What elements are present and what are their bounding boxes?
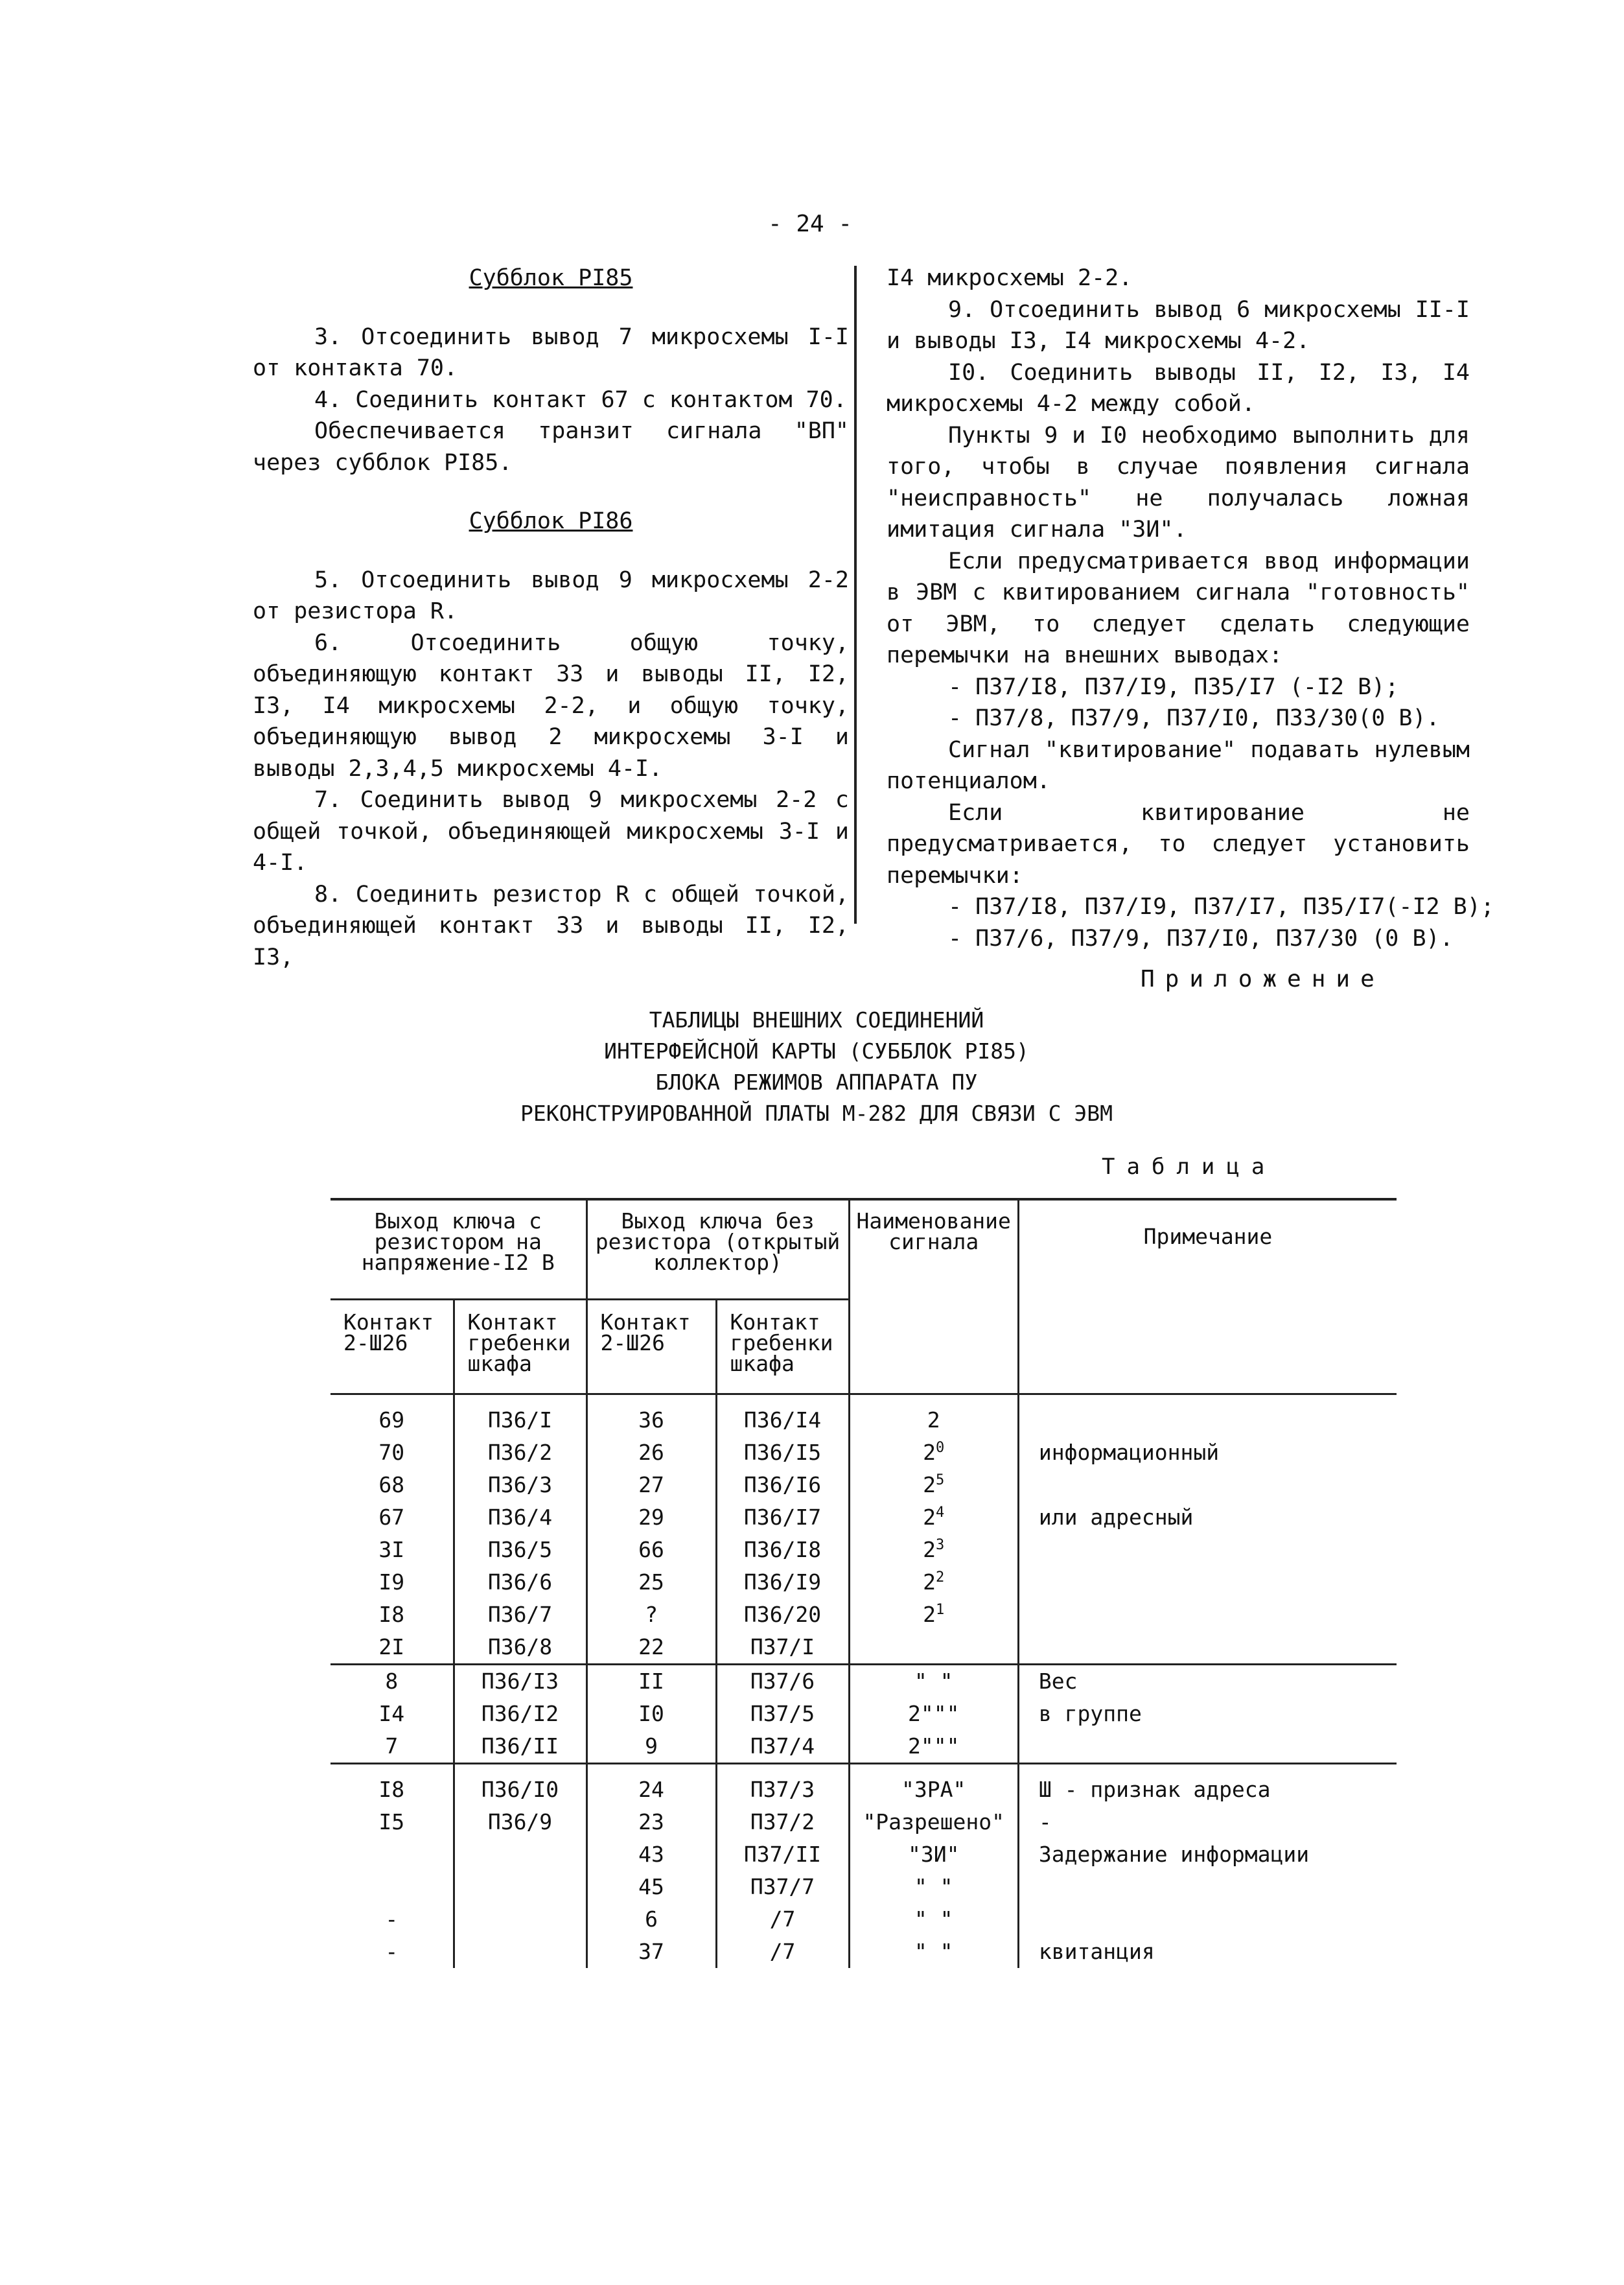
transit-note: Обеспечивается транзит сигнала "ВП" через субблок РI85. xyxy=(253,418,849,476)
item-3: 3. Отсоединить вывод 7 микросхемы I-I от контакта 70. xyxy=(253,323,849,381)
cell-signal-name xyxy=(849,1469,1018,1501)
signal-exponent: 5 xyxy=(936,1472,945,1488)
cell-contact-2sh26: I8 xyxy=(331,1764,454,1807)
cell-cabinet-contact: П37/6 xyxy=(716,1665,849,1698)
table-group-info-bits xyxy=(331,1394,1397,1665)
cell-note xyxy=(1018,1871,1397,1903)
cell-contact-2sh26: I5 xyxy=(378,1809,405,1834)
page-number: - 24 - xyxy=(767,211,853,237)
appendix-heading xyxy=(454,1005,1179,1129)
item-10: I0. Соединить выводы II, I2, I3, I4 микросхемы 4-2 между собой. xyxy=(887,359,1470,417)
cell-contact-2sh26: 25 xyxy=(586,1566,716,1599)
cell-contact-2sh26: 67 xyxy=(378,1505,405,1530)
cell-cabinet-contact: П37/5 xyxy=(716,1698,849,1730)
table-row xyxy=(331,1534,1397,1566)
cell-cabinet-contact: П36/I9 xyxy=(716,1566,849,1599)
cell-note: Вес xyxy=(1018,1665,1397,1698)
cell-contact-2sh26: 66 xyxy=(586,1534,716,1566)
cell-note: Задержание информации xyxy=(1018,1838,1397,1871)
signal-base: 2 xyxy=(923,1537,936,1562)
signal-base: "ЗРА" xyxy=(901,1777,966,1802)
cell-signal-name xyxy=(849,1698,1018,1730)
table-row xyxy=(331,1730,1397,1764)
cell-note: Ш - признак адреса xyxy=(1018,1764,1397,1807)
cell-cabinet-contact: П36/2 xyxy=(454,1436,586,1469)
signal-base: 2""" xyxy=(907,1701,960,1726)
cell-note xyxy=(1018,1566,1397,1599)
cell-contact-2sh26: 70 xyxy=(378,1440,405,1465)
table-row xyxy=(331,1501,1397,1534)
signal-exponent: 1 xyxy=(936,1602,945,1618)
signal-base: "Разрешено" xyxy=(863,1809,1004,1834)
table-row xyxy=(331,1936,1397,1968)
cell-contact-2sh26: 7 xyxy=(385,1733,399,1759)
cell-contact-2sh26: ? xyxy=(586,1599,716,1631)
cell-contact-2sh26: 37 xyxy=(586,1936,716,1968)
section-title-pi86: Субблок РI86 xyxy=(469,508,633,534)
cell-signal-name xyxy=(849,1599,1018,1631)
item-5: 5. Отсоединить вывод 9 микросхемы 2-2 от резистора R. xyxy=(253,567,849,624)
signal-base: 2 xyxy=(923,1472,936,1497)
table-row xyxy=(331,1436,1397,1469)
cell-cabinet-contact: /7 xyxy=(716,1936,849,1968)
cell-cabinet-contact xyxy=(454,1838,586,1871)
cell-contact-2sh26: 6 xyxy=(586,1903,716,1936)
cell-note xyxy=(1018,1469,1397,1501)
table-row xyxy=(331,1698,1397,1730)
cell-note: - xyxy=(1018,1806,1397,1838)
jumper-line-4: - П37/6, П37/9, П37/I0, П37/30 (0 В). xyxy=(948,925,1454,952)
cell-signal-name xyxy=(849,1903,1018,1936)
table-row xyxy=(331,1566,1397,1599)
cell-signal-name xyxy=(849,1871,1018,1903)
cell-cabinet-contact: П36/II xyxy=(454,1730,586,1764)
cell-contact-2sh26: 23 xyxy=(586,1806,716,1838)
item-8-continued: I4 микросхемы 2-2. xyxy=(887,265,1133,291)
cell-contact-2sh26: I8 xyxy=(378,1602,405,1627)
subheader-contact: Контакт 2-Ш26 xyxy=(586,1300,716,1394)
paragraph-items-9-10: Пункты 9 и I0 необходимо выполнить для того, чтобы в случае появления сигнала "неисправность" не получалась ложная имитация сигнала "ЗИ". xyxy=(887,422,1470,543)
item-8: 8. Соединить резистор R с общей точкой, объединяющей контакт 33 и выводы II, I2, I3, xyxy=(253,881,849,970)
table-row xyxy=(331,1631,1397,1665)
cell-contact-2sh26: 68 xyxy=(378,1472,405,1497)
cell-cabinet-contact: П37/II xyxy=(716,1838,849,1871)
cell-note: информационный xyxy=(1018,1436,1397,1469)
signal-exponent: 4 xyxy=(936,1505,945,1521)
cell-cabinet-contact: П36/I0 xyxy=(454,1764,586,1807)
signal-base: "ЗИ" xyxy=(907,1842,960,1867)
cell-cabinet-contact: П36/I xyxy=(454,1394,586,1437)
signal-base: 2 xyxy=(927,1407,940,1433)
cell-signal-name xyxy=(849,1436,1018,1469)
cell-cabinet-contact: П37/3 xyxy=(716,1764,849,1807)
cell-note: в группе xyxy=(1018,1698,1397,1730)
cell-contact-2sh26: 22 xyxy=(586,1631,716,1665)
cell-cabinet-contact: П36/9 xyxy=(454,1806,586,1838)
signal-base: 2""" xyxy=(907,1733,960,1759)
cell-signal-name xyxy=(849,1631,1018,1665)
cell-cabinet-contact: П36/3 xyxy=(454,1469,586,1501)
right-column xyxy=(887,263,1494,954)
heading-line: БЛОКА РЕЖИМОВ АППАРАТА ПУ xyxy=(655,1070,978,1095)
cell-contact-2sh26: 43 xyxy=(586,1838,716,1871)
cell-cabinet-contact: П36/7 xyxy=(454,1599,586,1631)
cell-contact-2sh26: 26 xyxy=(586,1436,716,1469)
signal-base: 2 xyxy=(923,1602,936,1627)
jumper-line-2: - П37/8, П37/9, П37/I0, П33/30(0 В). xyxy=(948,705,1440,731)
cell-signal-name xyxy=(849,1764,1018,1807)
paragraph-no-handshake: Если квитирование не предусматривается, то следует установить перемычки: xyxy=(887,799,1470,889)
cell-contact-2sh26: 8 xyxy=(331,1665,454,1698)
cell-signal-name xyxy=(849,1501,1018,1534)
cell-note xyxy=(1018,1903,1397,1936)
cell-cabinet-contact: П36/I6 xyxy=(716,1469,849,1501)
cell-note: или адресный xyxy=(1018,1501,1397,1534)
subheader-cabinet-contact: Контакт гребенки шкафа xyxy=(716,1300,849,1394)
cell-cabinet-contact: П36/4 xyxy=(454,1501,586,1534)
cell-cabinet-contact: П36/I8 xyxy=(716,1534,849,1566)
table-group-weight xyxy=(331,1665,1397,1764)
item-9: 9. Отсоединить вывод 6 микросхемы II-I и выводы I3, I4 микросхемы 4-2. xyxy=(887,296,1470,354)
cell-cabinet-contact xyxy=(454,1903,586,1936)
cell-note xyxy=(1018,1534,1397,1566)
table-row xyxy=(331,1394,1397,1437)
cell-signal-name xyxy=(849,1936,1018,1968)
left-column xyxy=(253,263,849,973)
signal-exponent: 3 xyxy=(936,1537,945,1553)
table-row xyxy=(331,1806,1397,1838)
heading-line: РЕКОНСТРУИРОВАННОЙ ПЛАТЫ М-282 ДЛЯ СВЯЗИ С ЭВМ xyxy=(520,1101,1113,1126)
cell-note xyxy=(1018,1631,1397,1665)
cell-cabinet-contact: П37/I xyxy=(716,1631,849,1665)
cell-contact-2sh26: 9 xyxy=(586,1730,716,1764)
signal-exponent: 0 xyxy=(936,1440,945,1456)
heading-line: ТАБЛИЦЫ ВНЕШНИХ СОЕДИНЕНИЙ xyxy=(649,1007,984,1033)
signal-base: 2 xyxy=(923,1440,936,1465)
jumper-line-1: - П37/I8, П37/I9, П35/I7 (-I2 В); xyxy=(948,674,1399,700)
cell-cabinet-contact: П36/I5 xyxy=(716,1436,849,1469)
cell-signal-name xyxy=(849,1534,1018,1566)
cell-cabinet-contact xyxy=(454,1871,586,1903)
signal-base: " " xyxy=(914,1669,953,1694)
cell-contact-2sh26: 45 xyxy=(586,1871,716,1903)
subheader-cabinet-contact: Контакт гребенки шкафа xyxy=(454,1300,586,1394)
cell-cabinet-contact: П37/2 xyxy=(716,1806,849,1838)
cell-contact-2sh26: - xyxy=(385,1906,399,1932)
cell-contact-2sh26 xyxy=(331,1871,454,1903)
table-group-control xyxy=(331,1764,1397,1969)
subheader-contact: Контакт 2-Ш26 xyxy=(331,1300,454,1394)
cell-contact-2sh26: I0 xyxy=(586,1698,716,1730)
cell-cabinet-contact: П36/I2 xyxy=(454,1698,586,1730)
signal-base: 2 xyxy=(923,1569,936,1595)
cell-cabinet-contact xyxy=(454,1936,586,1968)
table-row xyxy=(331,1764,1397,1807)
cell-cabinet-contact: П36/I7 xyxy=(716,1501,849,1534)
signal-base: " " xyxy=(914,1939,953,1964)
table-label: Таблица xyxy=(1102,1154,1277,1180)
signal-base: 2 xyxy=(923,1505,936,1530)
cell-cabinet-contact: П36/6 xyxy=(454,1566,586,1599)
item-4: 4. Соединить контакт 67 с контактом 70. xyxy=(314,386,847,413)
cell-signal-name xyxy=(849,1730,1018,1764)
cell-cabinet-contact: П36/I3 xyxy=(454,1665,586,1698)
jumper-line-3: - П37/I8, П37/I9, П37/I7, П35/I7(-I2 В); xyxy=(948,894,1494,920)
cell-cabinet-contact: /7 xyxy=(716,1903,849,1936)
heading-line: ИНТЕРФЕЙСНОЙ КАРТЫ (СУББЛОК РI85) xyxy=(604,1038,1029,1064)
cell-cabinet-contact: П36/20 xyxy=(716,1599,849,1631)
table-row xyxy=(331,1599,1397,1631)
header-with-resistor: Выход ключа с резистором на напряжение-I2 В xyxy=(331,1199,586,1300)
cell-contact-2sh26: I4 xyxy=(378,1701,405,1726)
table-row xyxy=(331,1903,1397,1936)
item-6: 6. Отсоединить общую точку, объединяющую контакт 33 и выводы II, I2, I3, I4 микросхемы 2-2, и общую точку, объединяющую вывод 2 микросхемы 3-I и выводы 2,3,4,5 микросхемы 4-I. xyxy=(253,629,849,782)
cell-contact-2sh26: II xyxy=(586,1665,716,1698)
cell-cabinet-contact: П37/4 xyxy=(716,1730,849,1764)
appendix-label: Приложение xyxy=(1141,966,1385,992)
cell-contact-2sh26: 3I xyxy=(378,1537,405,1562)
signal-base: " " xyxy=(914,1874,953,1899)
header-notes: Примечание xyxy=(1018,1199,1397,1394)
cell-note xyxy=(1018,1599,1397,1631)
signal-base: " " xyxy=(914,1906,953,1932)
column-divider xyxy=(854,266,857,924)
cell-contact-2sh26: 2I xyxy=(378,1634,405,1659)
cell-note: квитанция xyxy=(1018,1936,1397,1968)
cell-signal-name xyxy=(849,1665,1018,1698)
paragraph-handshake: Если предусматривается ввод информации в ЭВМ с квитированием сигнала "готовность" от ЭВМ, то следует сделать следующие перемычки на внешних выводах: xyxy=(887,548,1470,668)
header-open-collector: Выход ключа без резистора (открытый коллектор) xyxy=(586,1199,849,1300)
cell-note xyxy=(1018,1730,1397,1764)
cell-signal-name xyxy=(849,1394,1018,1437)
item-7: 7. Соединить вывод 9 микросхемы 2-2 с общей точкой, объединяющей микросхемы 3-I и 4-I. xyxy=(253,787,849,876)
table-row xyxy=(331,1665,1397,1698)
cell-signal-name xyxy=(849,1566,1018,1599)
cell-cabinet-contact: П36/I4 xyxy=(716,1394,849,1437)
cell-cabinet-contact: П37/7 xyxy=(716,1871,849,1903)
cell-contact-2sh26: - xyxy=(385,1939,399,1964)
table-row xyxy=(331,1838,1397,1871)
header-signal-name: Наименование сигнала xyxy=(849,1199,1018,1394)
cell-cabinet-contact: П36/8 xyxy=(454,1631,586,1665)
connections-table xyxy=(331,1198,1397,1968)
cell-contact-2sh26: 29 xyxy=(586,1501,716,1534)
table-row xyxy=(331,1871,1397,1903)
cell-contact-2sh26: 27 xyxy=(586,1469,716,1501)
table-row xyxy=(331,1469,1397,1501)
signal-exponent: 2 xyxy=(936,1569,945,1586)
cell-contact-2sh26: 24 xyxy=(586,1764,716,1807)
cell-contact-2sh26: 36 xyxy=(586,1394,716,1437)
cell-cabinet-contact: П36/5 xyxy=(454,1534,586,1566)
cell-contact-2sh26: 69 xyxy=(378,1407,405,1433)
paragraph-ack-signal: Сигнал "квитирование" подавать нулевым потенциалом. xyxy=(887,736,1470,794)
cell-signal-name xyxy=(849,1806,1018,1838)
cell-contact-2sh26 xyxy=(331,1838,454,1871)
cell-note xyxy=(1018,1394,1397,1437)
cell-signal-name xyxy=(849,1838,1018,1871)
cell-contact-2sh26: I9 xyxy=(378,1569,405,1595)
section-title-pi85: Субблок РI85 xyxy=(469,265,633,291)
